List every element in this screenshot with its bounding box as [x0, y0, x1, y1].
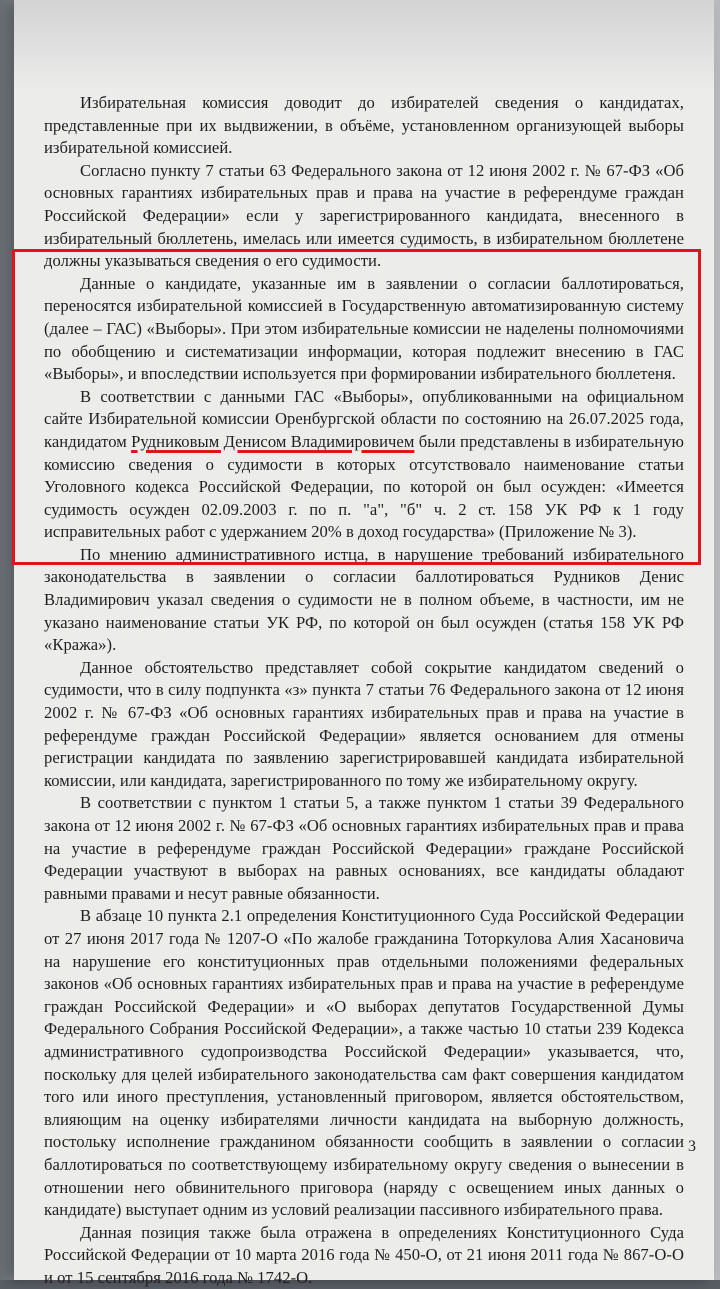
underlined-candidate-name: Рудниковым Денисом Владимировичем [131, 431, 415, 451]
paragraph-7: В соответствии с пунктом 1 статьи 5, а также пунктом 1 статьи 39 Федерального закона от 12 июня 2002 г. № 67-ФЗ «Об основных гарантиях избирательных прав и права на участие в референдуме граждан Российской Федерации» граждане Российской Федерации участвуют в выборах на равных основаниях, все кандидаты обладают равными правами и несут равные обязанности. [44, 793, 684, 903]
paragraph-4-end: были представлены в избирательную комиссию сведения о судимости в которых отсутствовало наименование статьи Уголовного кодекса Российской Федерации, по которой он был осужден: «Имеется судимость осужден 02.09.2003 г. по п. "а", "б" ч. 2 ст. 158 УК РФ к 1 году исправительных работ с удержанием 20% в доход государства» (Приложение № 3). [44, 431, 684, 542]
paragraph-6: Данное обстоятельство представляет собой сокрытие кандидатом сведений о судимости, что в силу подпункта «з» пункта 7 статьи 76 Федерального закона от 12 июня 2002 г. № 67-ФЗ «Об основных гарантиях избирательных прав и права на участие в референдуме граждан Российской Федерации» является основанием для отмены регистрации кандидата по заявлению зарегистрировавшей кандидата избирательной комиссии, или кандидата, зарегистрированного по тому же избирательному округу. [44, 657, 684, 790]
paragraph-5: По мнению административного истца, в нарушение требований избирательного законодательства в заявлении о согласии баллотироваться Рудников Денис Владимирович указал сведения о судимости не в полном объеме, в частности, им не указано наименование статьи УК РФ, по которой он был осужден (статья 158 УК РФ «Кража»). [44, 544, 684, 655]
paragraph-9: Данная позиция также была отражена в определениях Конституционного Суда Российской Федерации от 10 марта 2016 года № 450-О, от 21 июня 2011 года № 867-О-О и от 15 сентября 2016 года № 1742-О. [44, 1222, 684, 1287]
paragraph-2: Согласно пункту 7 статьи 63 Федерального закона от 12 июня 2002 г. № 67-ФЗ «Об основных гарантиях избирательных прав и права на участие в референдуме граждан Российской Федерации» если у зарегистрированного кандидата, внесенного в избирательный бюллетень, имелась или имеется судимость, в избирательном бюллетене должны указываться сведения о его судимости. [44, 160, 684, 271]
paragraph-4-start: В соответствии с данными ГАС «Выборы», опубликованными на официальном сайте Избирательной комиссии Оренбургской области по состоянию на 26.07.2025 года, кандидатом [44, 386, 684, 451]
paragraph-1: Избирательная комиссия доводит до избирателей сведения о кандидатах, представленные при их выдвижении, в объёме, установленном организующей выборы избирательной комиссией. [44, 93, 684, 158]
paragraph-8: В абзаце 10 пункта 2.1 определения Конституционного Суда Российской Федерации от 27 июня 2017 года № 1207-О «По жалобе гражданина Тоторкулова Алия Хасановича на нарушение его конституционных прав отдельными положениями федеральных законов «Об основных гарантиях избирательных прав и права на участие в референдуме граждан Российской Федерации» и «О выборах депутатов Государственной Думы Федерального Собрания Российской Федерации», а также частью 10 статьи 239 Кодекса административного судопроизводства Российской Федерации» указывается, что, поскольку для целей избирательного законодательства сам факт совершения кандидатом того или иного преступления, установленный приговором, является обстоятельством, влияющим на оценку избирателями личности кандидата на выборную должность, постольку исполнение гражданином обязанности сообщить в заявлении о согласии баллотироваться по соответствующему избирательному округу сведения о вынесении в отношении него обвинительного приговора (наряду с освещением иных данных о кандидате) выступает одним из условий реализации пассивного избирательного права. [44, 906, 684, 1220]
page-number: 3 [688, 1138, 696, 1155]
red-highlight-frame [12, 249, 701, 565]
page-shadow [14, 0, 714, 90]
paragraph-3: Данные о кандидате, указанные им в заявлении о согласии баллотироваться, переносятся избирательной комиссией в Государственную автоматизированную систему (далее – ГАС) «Выборы». При этом избирательные комиссии не наделены полномочиями по обобщению и систематизации информации, которая подлежит внесению в ГАС «Выборы», и впоследствии используется при формировании избирательного бюллетеня. [44, 273, 684, 384]
